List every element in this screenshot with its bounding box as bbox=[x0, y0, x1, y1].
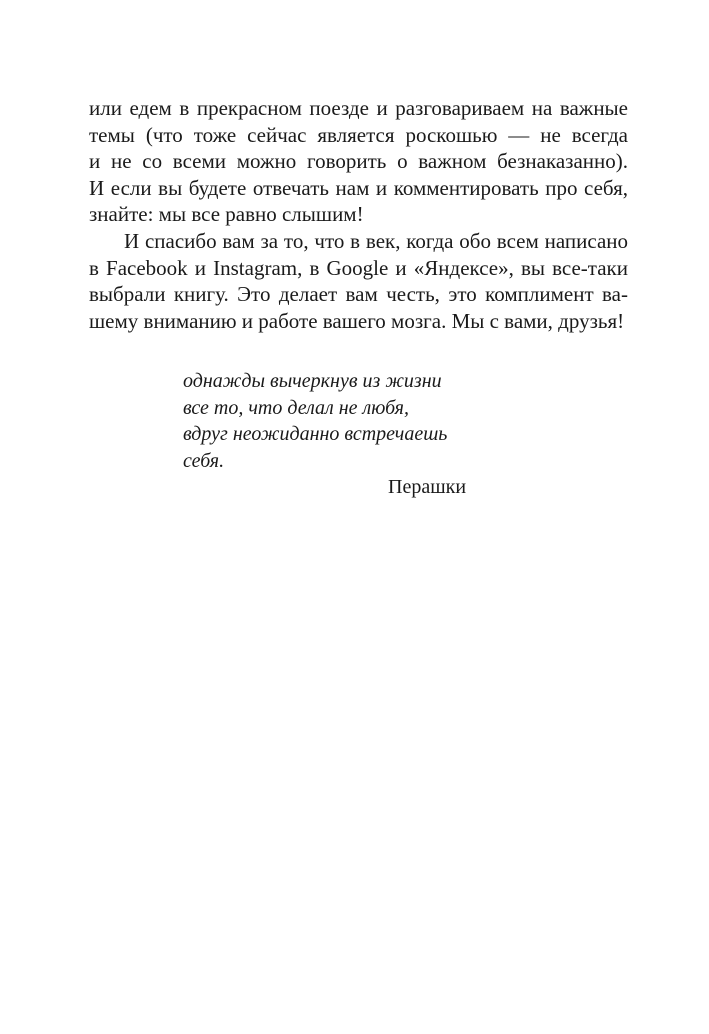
epigraph-author: Перашки bbox=[388, 476, 467, 498]
text-line: выбрали книгу. Это делает вам честь, это комплимент ва- bbox=[89, 282, 628, 307]
text-line: и не со всеми можно говорить о важном безнаказанно). bbox=[89, 149, 628, 174]
epigraph-line: однажды вычеркнув из жизни bbox=[183, 370, 442, 392]
paragraph-1 bbox=[89, 95, 628, 228]
text-line: И спасибо вам за то, что в век, когда обо всем написано bbox=[124, 228, 628, 253]
epigraph-line: себя. bbox=[183, 449, 225, 472]
text-line: И если вы будете отвечать нам и комментировать про себя, bbox=[89, 175, 628, 200]
text-line: шему вниманию и работе вашего мозга. Мы с вами, друзья! bbox=[89, 308, 625, 333]
epigraph bbox=[183, 368, 483, 474]
paragraph-2 bbox=[89, 228, 628, 334]
text-line: в Facebook и Instagram, в Google и «Яндексе», вы все-таки bbox=[89, 255, 628, 280]
epigraph-line: вдруг неожиданно встречаешь bbox=[183, 423, 448, 446]
epigraph-line: все то, что делал не любя, bbox=[183, 396, 409, 419]
text-line: темы (что тоже сейчас является роскошью — не всегда bbox=[89, 122, 628, 147]
main-text bbox=[89, 95, 628, 334]
text-line: или едем в прекрасном поезде и разговариваем на важные bbox=[89, 96, 628, 120]
text-line: знайте: мы все равно слышим! bbox=[89, 202, 364, 227]
